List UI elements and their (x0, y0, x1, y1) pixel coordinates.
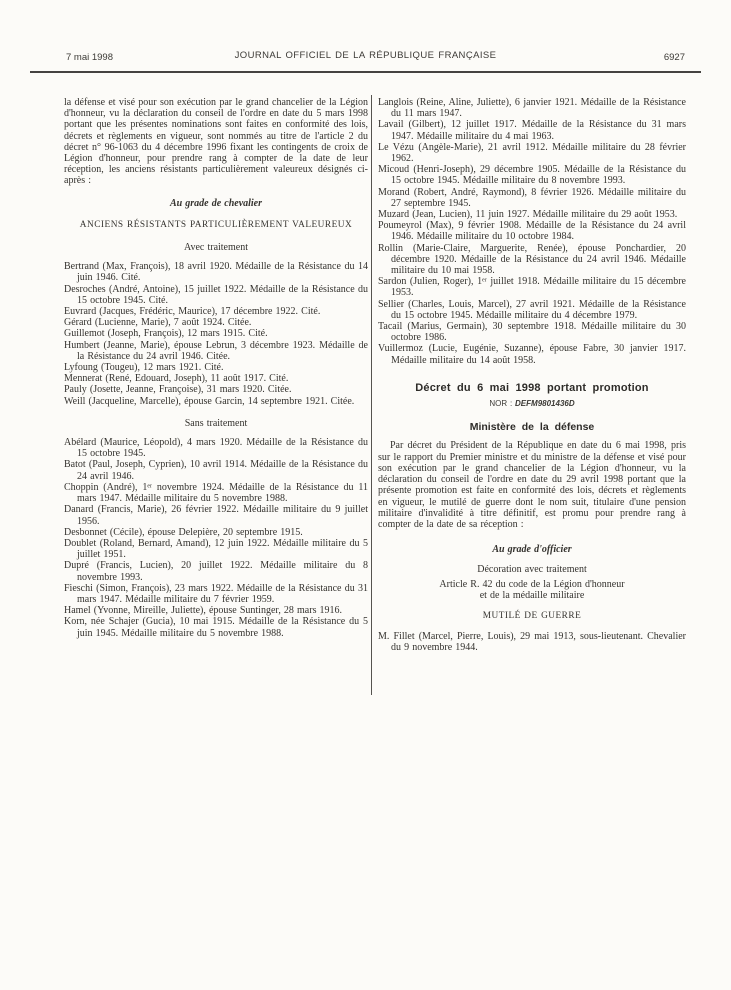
resistant-entry: Le Vézu (Angèle-Marie), 21 avril 1912. Médaille militaire du 28 février 1962. (378, 141, 686, 165)
running-head (30, 50, 701, 61)
resistant-entry: Doublet (Roland, Bernard, Amand), 12 juin 1922. Médaille militaire du 5 juillet 1951. (64, 537, 368, 561)
nor-line (378, 398, 686, 409)
decree-body-paragraph: Par décret du Président de la République en date du 6 mai 1998, pris sur le rapport du Premier ministre et du ministre de la défense et visé pour son exécution par le grand chancelier de la Légion d'honneur, vu la déclaration du conseil de l'ordre en date du 29 avril 1998 portant que la présente promotion est faite en conformité des lois, décrets et règlements en vigueur, le mutilé de guerre dont le nom suit, titulaire d'une pension militaire d'invalidité à titre définitif, est promu pour prendre rang à compter de la date de sa réception : (378, 440, 686, 530)
resistant-entry: Pauly (Josette, Jeanne, Françoise), 31 mars 1920. Citée. (64, 384, 292, 396)
resistant-entry: Rollin (Marie-Claire, Marguerite, Renée), épouse Ponchardier, 20 décembre 1920. Médaille de la Résistance du 24 avril 1946. Médaille militaire du 10 mai 1958. (378, 242, 686, 277)
column-divider (371, 95, 372, 695)
resistant-entry: Weill (Jacqueline, Marcelle), épouse Garcin, 14 septembre 1921. Citée. (64, 395, 355, 407)
resistant-entry: Lavail (Gilbert), 12 juillet 1917. Médaille de la Résistance du 31 mars 1947. Médaille militaire du 4 mai 1963. (378, 119, 686, 142)
resistant-entry: Sardon (Julien, Roger), 1ᵉʳ juillet 1918. Médaille militaire du 15 décembre 1953. (378, 276, 686, 299)
resistant-entry: Dupré (Francis, Lucien), 20 juillet 1922. Médaille militaire du 8 novembre 1993. (64, 560, 368, 583)
resistant-entry: Tacail (Marius, Germain), 30 septembre 1918. Médaille militaire du 30 octobre 1986. (378, 321, 686, 344)
resistant-entry: Sellier (Charles, Louis, Marcel), 27 avril 1921. Médaille de la Résistance du 15 octobre 1945. Médaille militaire du 4 décembre 1979. (378, 298, 686, 321)
nor-label: NOR : (489, 399, 513, 409)
resistant-entry: Langlois (Reine, Aline, Juliette), 6 janvier 1921. Médaille de la Résistance du 11 mars 1947. (378, 97, 686, 120)
mutile-de-guerre-heading: MUTILÉ DE GUERRE (482, 610, 582, 621)
resistant-entry: Desbonnet (Cécile), épouse Delepière, 20 septembre 1915. (64, 526, 303, 538)
resistant-entry: Guillemot (Joseph, François), 12 mars 1915. Cité. (64, 328, 268, 340)
resistant-entry: Batot (Paul, Joseph, Cyprien), 10 avril 1914. Médaille de la Résistance du 24 avril 1946. (64, 459, 368, 482)
grade-chevalier-heading: Au grade de chevalier (169, 197, 263, 209)
resistant-entry: Lyfoung (Tougeu), 12 mars 1921. Cité. (64, 362, 224, 374)
resistant-entry: Vuillermoz (Lucie, Eugénie, Suzanne), épouse Fabre, 30 janvier 1917. Médaille militaire du 14 août 1958. (378, 343, 686, 366)
header-rule (30, 71, 701, 73)
resistant-entry: Choppin (André), 1ᵉʳ novembre 1924. Médaille de la Résistance du 11 mars 1947. Médaille militaire du 5 novembre 1988. (64, 481, 368, 505)
category-heading: ANCIENS RÉSISTANTS PARTICULIÈREMENT VALEUREUX (79, 219, 353, 230)
intro-paragraph: la défense et visé pour son exécution par le grand chancelier de la Légion d'honneur, vu la déclaration du conseil de l'ordre en date du 5 mars 1998 portant que les présentes nominations sont faites en conformité des lois, décrets et règlements en vigueur, sont nommés au titre de l'article 2 du décret n° 96-1063 du 4 décembre 1996 fixant les contingents de croix de Légion d'honneur, pour prendre rang à compter de la date de leur réception, les anciens résistants particulièrement valeureux désignés ci-après : (64, 97, 368, 187)
grade-officier-heading: Au grade d'officier (492, 544, 572, 556)
sans-traitement-heading: Sans traitement (184, 417, 248, 429)
resistant-entry: Bertrand (Max, François), 18 avril 1920. Médaille de la Résistance du 14 juin 1946. Cité. (64, 261, 368, 284)
decree-title: Décret du 6 mai 1998 portant promotion (415, 381, 649, 394)
right-column (378, 97, 686, 654)
avec-traitement-heading: Avec traitement (184, 242, 248, 254)
article-line-1: Article R. 42 du code de la Légion d'honneur (439, 578, 625, 590)
nor-code: DEFM9801436D (515, 399, 575, 409)
page-number: 6927 (663, 52, 685, 63)
resistant-entry: Fieschi (Simon, François), 23 mars 1922. Médaille de la Résistance du 31 mars 1947. Médaille militaire du 7 février 1959. (64, 582, 368, 605)
resistant-entry: Danard (Francis, Marie), 26 février 1922. Médaille militaire du 9 juillet 1956. (64, 504, 368, 527)
resistant-entry: Abélard (Maurice, Léopold), 4 mars 1920. Médaille de la Résistance du 15 octobre 1945. (64, 437, 368, 460)
resistant-entry: Poumeyrol (Max), 9 février 1908. Médaille de la Résistance du 24 avril 1946. Médaille militaire du 10 octobre 1984. (378, 220, 686, 243)
resistant-entry: Humbert (Jeanne, Marie), épouse Lebrun, 3 décembre 1923. Médaille de la Résistance du 24 avril 1946. Citée. (64, 339, 368, 362)
resistant-entry: Muzard (Jean, Lucien), 11 juin 1927. Médaille militaire du 29 août 1953. (378, 209, 678, 221)
avec-traitement-list (64, 261, 368, 407)
decoration-heading: Décoration avec traitement (477, 564, 587, 576)
resistant-entry: Korn, née Schajer (Gucia), 10 mai 1915. Médaille de la Résistance du 5 juin 1945. Médaille militaire du 5 novembre 1988. (64, 616, 368, 639)
journal-title: JOURNAL OFFICIEL DE LA RÉPUBLIQUE FRANÇAISE (234, 50, 497, 61)
resistant-entry: Hamel (Yvonne, Mireille, Juliette), épouse Suntinger, 28 mars 1916. (64, 605, 343, 617)
left-column (64, 97, 368, 639)
resistant-entry: Morand (Robert, André, Raymond), 8 février 1926. Médaille militaire du 27 septembre 1945. (378, 186, 686, 209)
resistant-entry: Euvrard (Jacques, Frédéric, Maurice), 17 décembre 1922. Cité. (64, 306, 321, 318)
resistant-entry: Desroches (André, Antoine), 15 juillet 1922. Médaille de la Résistance du 15 octobre 1945. Cité. (64, 283, 368, 306)
issue-date: 7 mai 1998 (66, 52, 114, 63)
officer-entry: M. Fillet (Marcel, Pierre, Louis), 29 mai 1913, sous-lieutenant. Chevalier du 9 novembre 1944. (378, 631, 686, 654)
article-line-2: et de la médaille militaire (479, 589, 585, 601)
resistant-entry: Micoud (Henri-Joseph), 29 décembre 1905. Médaille de la Résistance du 15 octobre 1945. Médaille militaire du 8 novembre 1993. (378, 164, 686, 187)
ministry-heading: Ministère de la défense (469, 421, 595, 434)
sans-traitement-list (64, 437, 368, 639)
sans-traitement-continued-list (378, 97, 686, 366)
resistant-entry: Gérard (Lucienne, Marie), 7 août 1924. Citée. (64, 317, 252, 329)
resistant-entry: Mennerat (René, Edouard, Joseph), 11 août 1917. Cité. (64, 373, 289, 385)
